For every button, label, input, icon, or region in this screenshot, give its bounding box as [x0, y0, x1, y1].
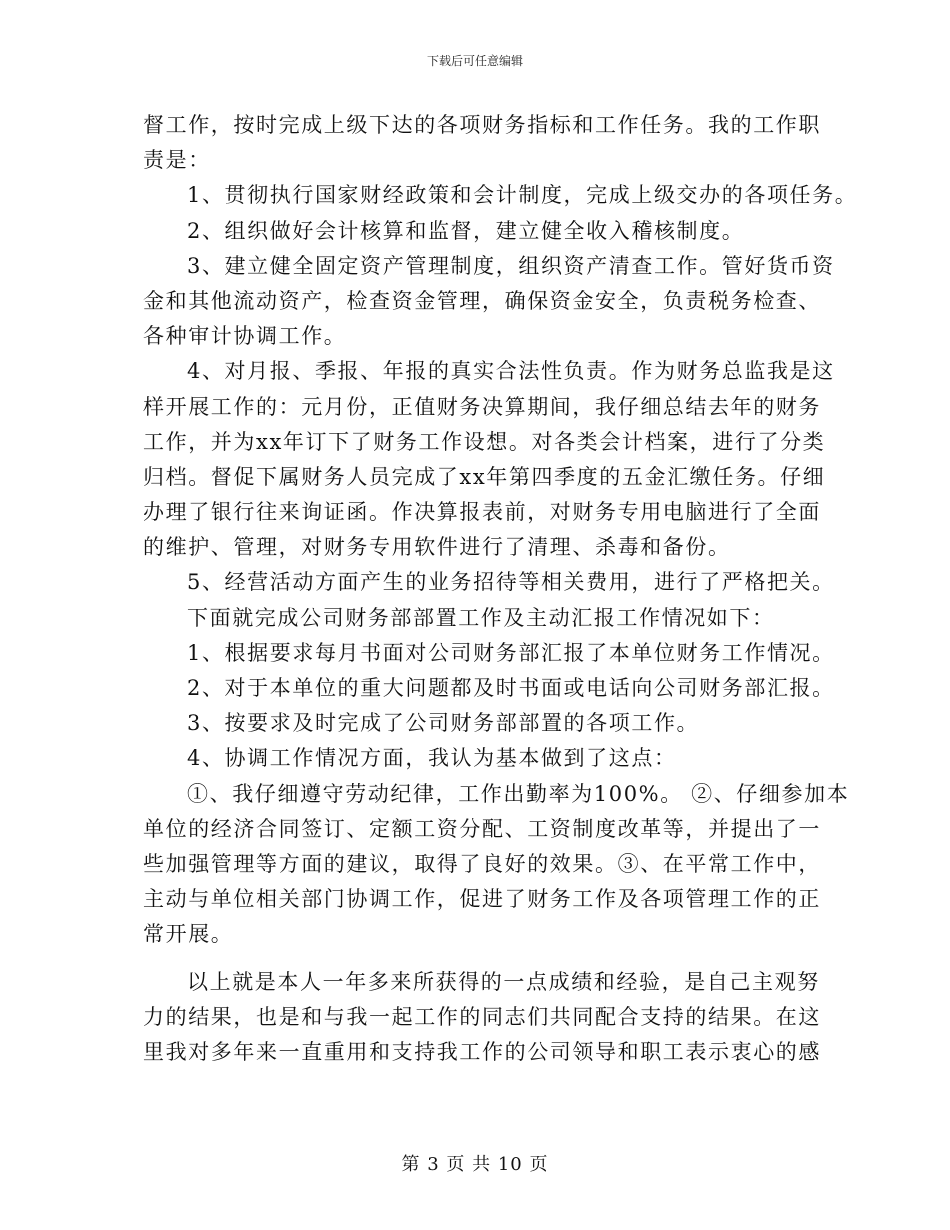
body-line: 常开展。	[143, 922, 234, 947]
document-body	[143, 108, 858, 1070]
body-line: ①、我仔细遵守劳动纪律，工作出勤率为100%。 ②、仔细参加本	[187, 781, 850, 806]
body-line: 4、协调工作情况方面，我认为基本做到了这点：	[187, 746, 677, 771]
paragraph-gap	[143, 953, 833, 965]
body-line: 责是：	[143, 148, 211, 173]
body-line: 以上就是本人一年多来所获得的一点成绩和经验，是自己主观努	[187, 969, 820, 994]
body-line: 督工作，按时完成上级下达的各项财务指标和工作任务。我的工作职	[143, 113, 821, 137]
body-line: 5、经营活动方面产生的业务招待等相关费用，进行了严格把关。	[187, 570, 835, 595]
body-line: 3、按要求及时完成了公司财务部部置的各项工作。	[187, 711, 700, 736]
body-line: 样开展工作的：元月份，正值财务决算期间，我仔细总结去年的财务	[143, 394, 821, 419]
body-line: 办理了银行往来询证函。作决算报表前，对财务专用电脑进行了全面	[143, 500, 821, 525]
body-line: 3、建立健全固定资产管理制度，组织资产清查工作。管好货币资	[187, 253, 835, 278]
body-line: 些加强管理等方面的建议，取得了良好的效果。③、在平常工作中，	[143, 851, 821, 876]
body-line: 4、对月报、季报、年报的真实合法性负责。作为财务总监我是这	[187, 359, 835, 384]
body-line: 各种审计协调工作。	[143, 324, 347, 349]
body-line: 1、根据要求每月书面对公司财务部汇报了本单位财务工作情况。	[187, 640, 835, 665]
body-line: 力的结果，也是和与我一起工作的同志们共同配合支持的结果。在这	[143, 1004, 821, 1029]
body-line: 金和其他流动资产，检查资金管理，确保资金安全，负责税务检查、	[143, 288, 821, 313]
body-line: 的维护、管理，对财务专用软件进行了清理、杀毒和备份。	[143, 535, 731, 560]
body-line: 2、对于本单位的重大问题都及时书面或电话向公司财务部汇报。	[187, 676, 835, 700]
page-header: 下载后可任意编辑	[426, 54, 523, 68]
body-line: 主动与单位相关部门协调工作，促进了财务工作及各项管理工作的正	[143, 887, 821, 912]
body-line: 工作，并为xx年订下了财务工作设想。对各类会计档案，进行了分类	[143, 429, 826, 454]
page-number: 第 3 页 共 10 页	[401, 1154, 549, 1175]
body-line: 归档。督促下属财务人员完成了xx年第四季度的五金汇缴任务。仔细	[143, 464, 826, 489]
body-line: 1、贯彻执行国家财经政策和会计制度，完成上级交办的各项任务。	[187, 183, 858, 208]
body-line: 下面就完成公司财务部部置工作及主动汇报工作情况如下：	[187, 605, 775, 630]
body-line: 里我对多年来一直重用和支持我工作的公司领导和职工表示衷心的感	[143, 1039, 821, 1064]
body-line: 单位的经济合同签订、定额工资分配、工资制度改革等，并提出了一	[143, 816, 821, 841]
body-line: 2、组织做好会计核算和监督，建立健全收入稽核制度。	[187, 218, 745, 243]
